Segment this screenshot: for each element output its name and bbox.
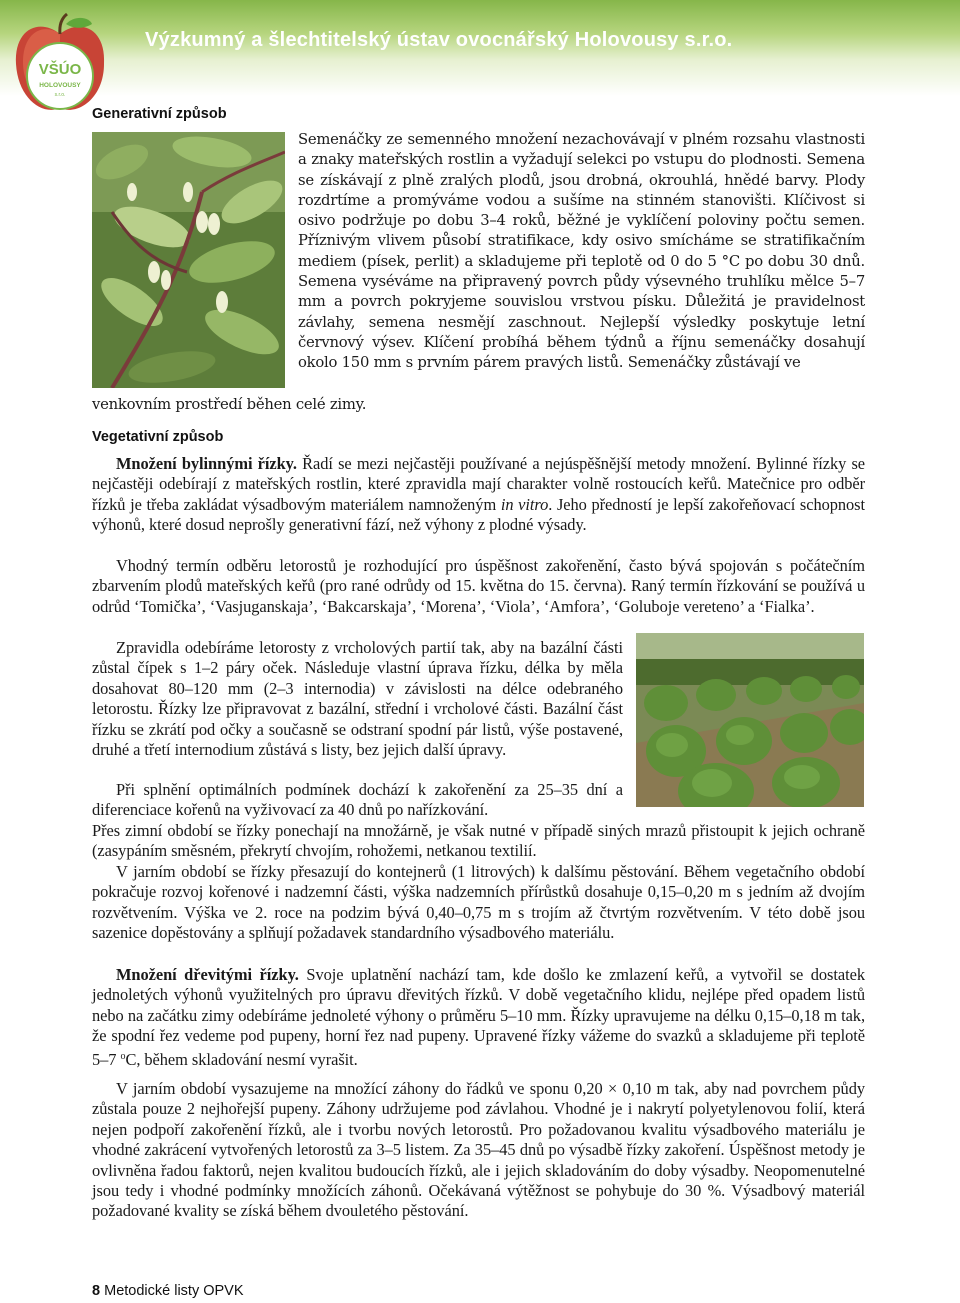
logo-text: VŠÚO (38, 61, 82, 78)
honeysuckle-photo (92, 132, 285, 388)
herb-text-a: Řadí se mezi nejčastěji používané a nejúspěšnější metody množení. Bylinné řízky se nejčastěji odebírají z mateřských rostlin, které zpravidla mají charakter volně rostoucích keřů. Matečnice pro odběr řízků je třeba zakládat výsadbovým materiálem namnoženým (92, 454, 865, 514)
logo-small: s.r.o. (54, 92, 66, 98)
wood-title: Množení dřevitými řízky. (116, 965, 299, 984)
herb-paragraph-4: Při splnění optimálních podmínek dochází k zakořenění za 25–35 dní a diferenciace kořenů na vyživovací za 40 dnů po nařízkování. (92, 780, 623, 820)
page-footer (92, 1283, 244, 1299)
herb-paragraph-6: V jarním období se řízky přesazují do kontejnerů (1 litrových) k dalšímu pěstování. Během vegetačního období pokračuje rozvoj kořenové i nadzemní části, výška nadzemních přírůstků dosahuje 0,15–0,20 m s jedním až dvojím rozvětvením. Výška ve 2. roce na podzim bývá 0,40–0,75 m s trojím až čtvrtým rozvětvením. V této době jsou sazenice dopěstovány a splňují požadavek standardního výsadbového materiálu. (92, 862, 865, 943)
wood-paragraph-2: V jarním období vysazujeme na množící záhony do řádků ve sponu 0,20 × 0,10 m tak, aby nad povrchem půdy zůstala pouze 2 nejhořejší pupeny. Záhony udržujeme pod závlahou. Vhodné je i nakrytí polyetylenovou folií, která nejen podpoří zakořenění řízků, ale i tvorbu nových letorostů. Pro požadovanou kvalitu výsadbového materiálu je vhodné zakrácení vytvořených letorostů za 3–5 listem. Za 35–45 dnů po výsadbě řízky zakoření. Úspěšnost metody je ovlivněna řadou faktorů, nejen kvalitou budoucích řízků, ale i jejich skladováním do doby výsadby. Neopomenutelné jsou tedy i vhodné podmínky množících záhonů. Očekávaná výtěžnost se pohybuje do 30 %. Výsadbový materiál požadované kvality se získá během dvouletého pěstování. (92, 1079, 865, 1221)
page-number: 8 (92, 1283, 101, 1299)
herb-text-b: . Jeho předností je lepší zakořeňovací schopnost výhonů, které dosud neprošly generativní fází, než výhony z plodné výsady. (92, 494, 866, 535)
generative-paragraph: Semenáčky ze semenného množení nezachovávají v plném rozsahu vlastnosti a znaky mateřských rostlin a vyžadují selekci po vstupu do plodnosti. Semena se získávají z plně zralých plodů, jsou drobná, okrouhlá, hnědé barvy. Plody rozdrtíme a promýváme vodou a sušíme na stinném stanovišti. Klíčivost si osivo podržuje po dobu 3–4 roků, běžné je vyklíčení poloviny počtu semen. Příznivým vlivem působí stratifikace, kdy osivo smícháme se stratifikačním mediem (písek, perlit) a skladujeme při teplotě od 0 do 5 °C po dobu 30 dnů. Semena vyséváme na připravený povrch půdy výsevného truhlíku mělce 5–7 mm a povrch pokryjeme souvislou vrstvou písku. Důležitá je pravidelnost závlahy, semena nesmějí zaschnout. Nejlepší výsledky poskytuje letní červnový výsev. Klíčení probíhá během týdnů a říjnu semenáčky dosahují okolo 150 mm s prvním párem pravých listů. Semenáčky zůstávají ve (298, 131, 865, 372)
herb-title: Množení bylinnými řízky. (116, 454, 297, 473)
wood-text-a: Svoje uplatnění nachází tam, kde došlo ke zmlazení keřů, a vytvořil se dostatek jednoletých výhonů využitelných pro úpravu dřevitých řízků. V době vegetačního klidu, nejlépe před opadem listů nebo na začátku zimy odebíráme jednoleté výhony o průměru 5–10 mm. Řízky upravujeme na délku 0,15–0,18 m tak, že spodní řez vedeme pod pupeny, horní řez nad pupeny. Upravené řízky vážeme do svazků a skladujeme při teplotě 5–7 (92, 965, 865, 1069)
herb-text-italic: in vitro (500, 494, 549, 514)
wood-text-b: C, během skladování nesmí vyrašit. (125, 1049, 358, 1069)
herb-paragraph-1 (92, 454, 865, 536)
generative-paragraph-tail: venkovním prostředí běhen celé zimy. (92, 396, 367, 413)
vsuo-logo (10, 12, 110, 120)
vegetative-heading: Vegetativní způsob (92, 429, 224, 445)
nursery-photo (636, 633, 864, 807)
logo-subtext: HOLOVOUSY (39, 82, 81, 89)
institute-title: Výzkumný a šlechtitelský ústav ovocnářský Holovousy s.r.o. (145, 29, 733, 51)
wood-text-sup: o (120, 1050, 126, 1062)
herb-paragraph-5: Přes zimní období se řízky ponechají na množárně, je však nutné v případě siných mrazů přistoupit k jejich ochraně (zasypáním směsném, překrytí chvojím, rohožemi, netkanou textilií. (92, 821, 865, 861)
generative-heading: Generativní způsob (92, 106, 227, 122)
wood-paragraph-1 (92, 965, 865, 1070)
footer-label: Metodické listy OPVK (104, 1283, 244, 1299)
header-band (0, 0, 960, 96)
herb-paragraph-3: Zpravidla odebíráme letorosty z vrcholových partií tak, aby na bazální části zůstal čípek s 1–2 páry oček. Následuje vlastní úprava řízku, délka by měla dosahovat 80–120 mm (2–3 internodia) v závislosti na délce odebraného letorostu. Řízky lze připravovat z bazální, střední i vrcholové části. Bazální část řízku se zkrátí pod očky a současně se odstraní spodní pár listů, výše postavené, druhé a třetí internodium zůstává s listy, bez jejich další úpravy. (92, 638, 623, 760)
herb-paragraph-2: Vhodný termín odběru letorostů je rozhodující pro úspěšnost zakořenění, často bývá spojován s počátečním zbarvením plodů mateřských keřů (pro rané odrůdy od 15. května do 15. června). Raný termín řízkování se používá u odrůd ‘Tomička’, ‘Vasjuganskaja’, ‘Bakcarskaja’, ‘Morena’, ‘Viola’, ‘Amfora’, ‘Goluboje vereteno’ a ‘Fialka’. (92, 556, 865, 616)
